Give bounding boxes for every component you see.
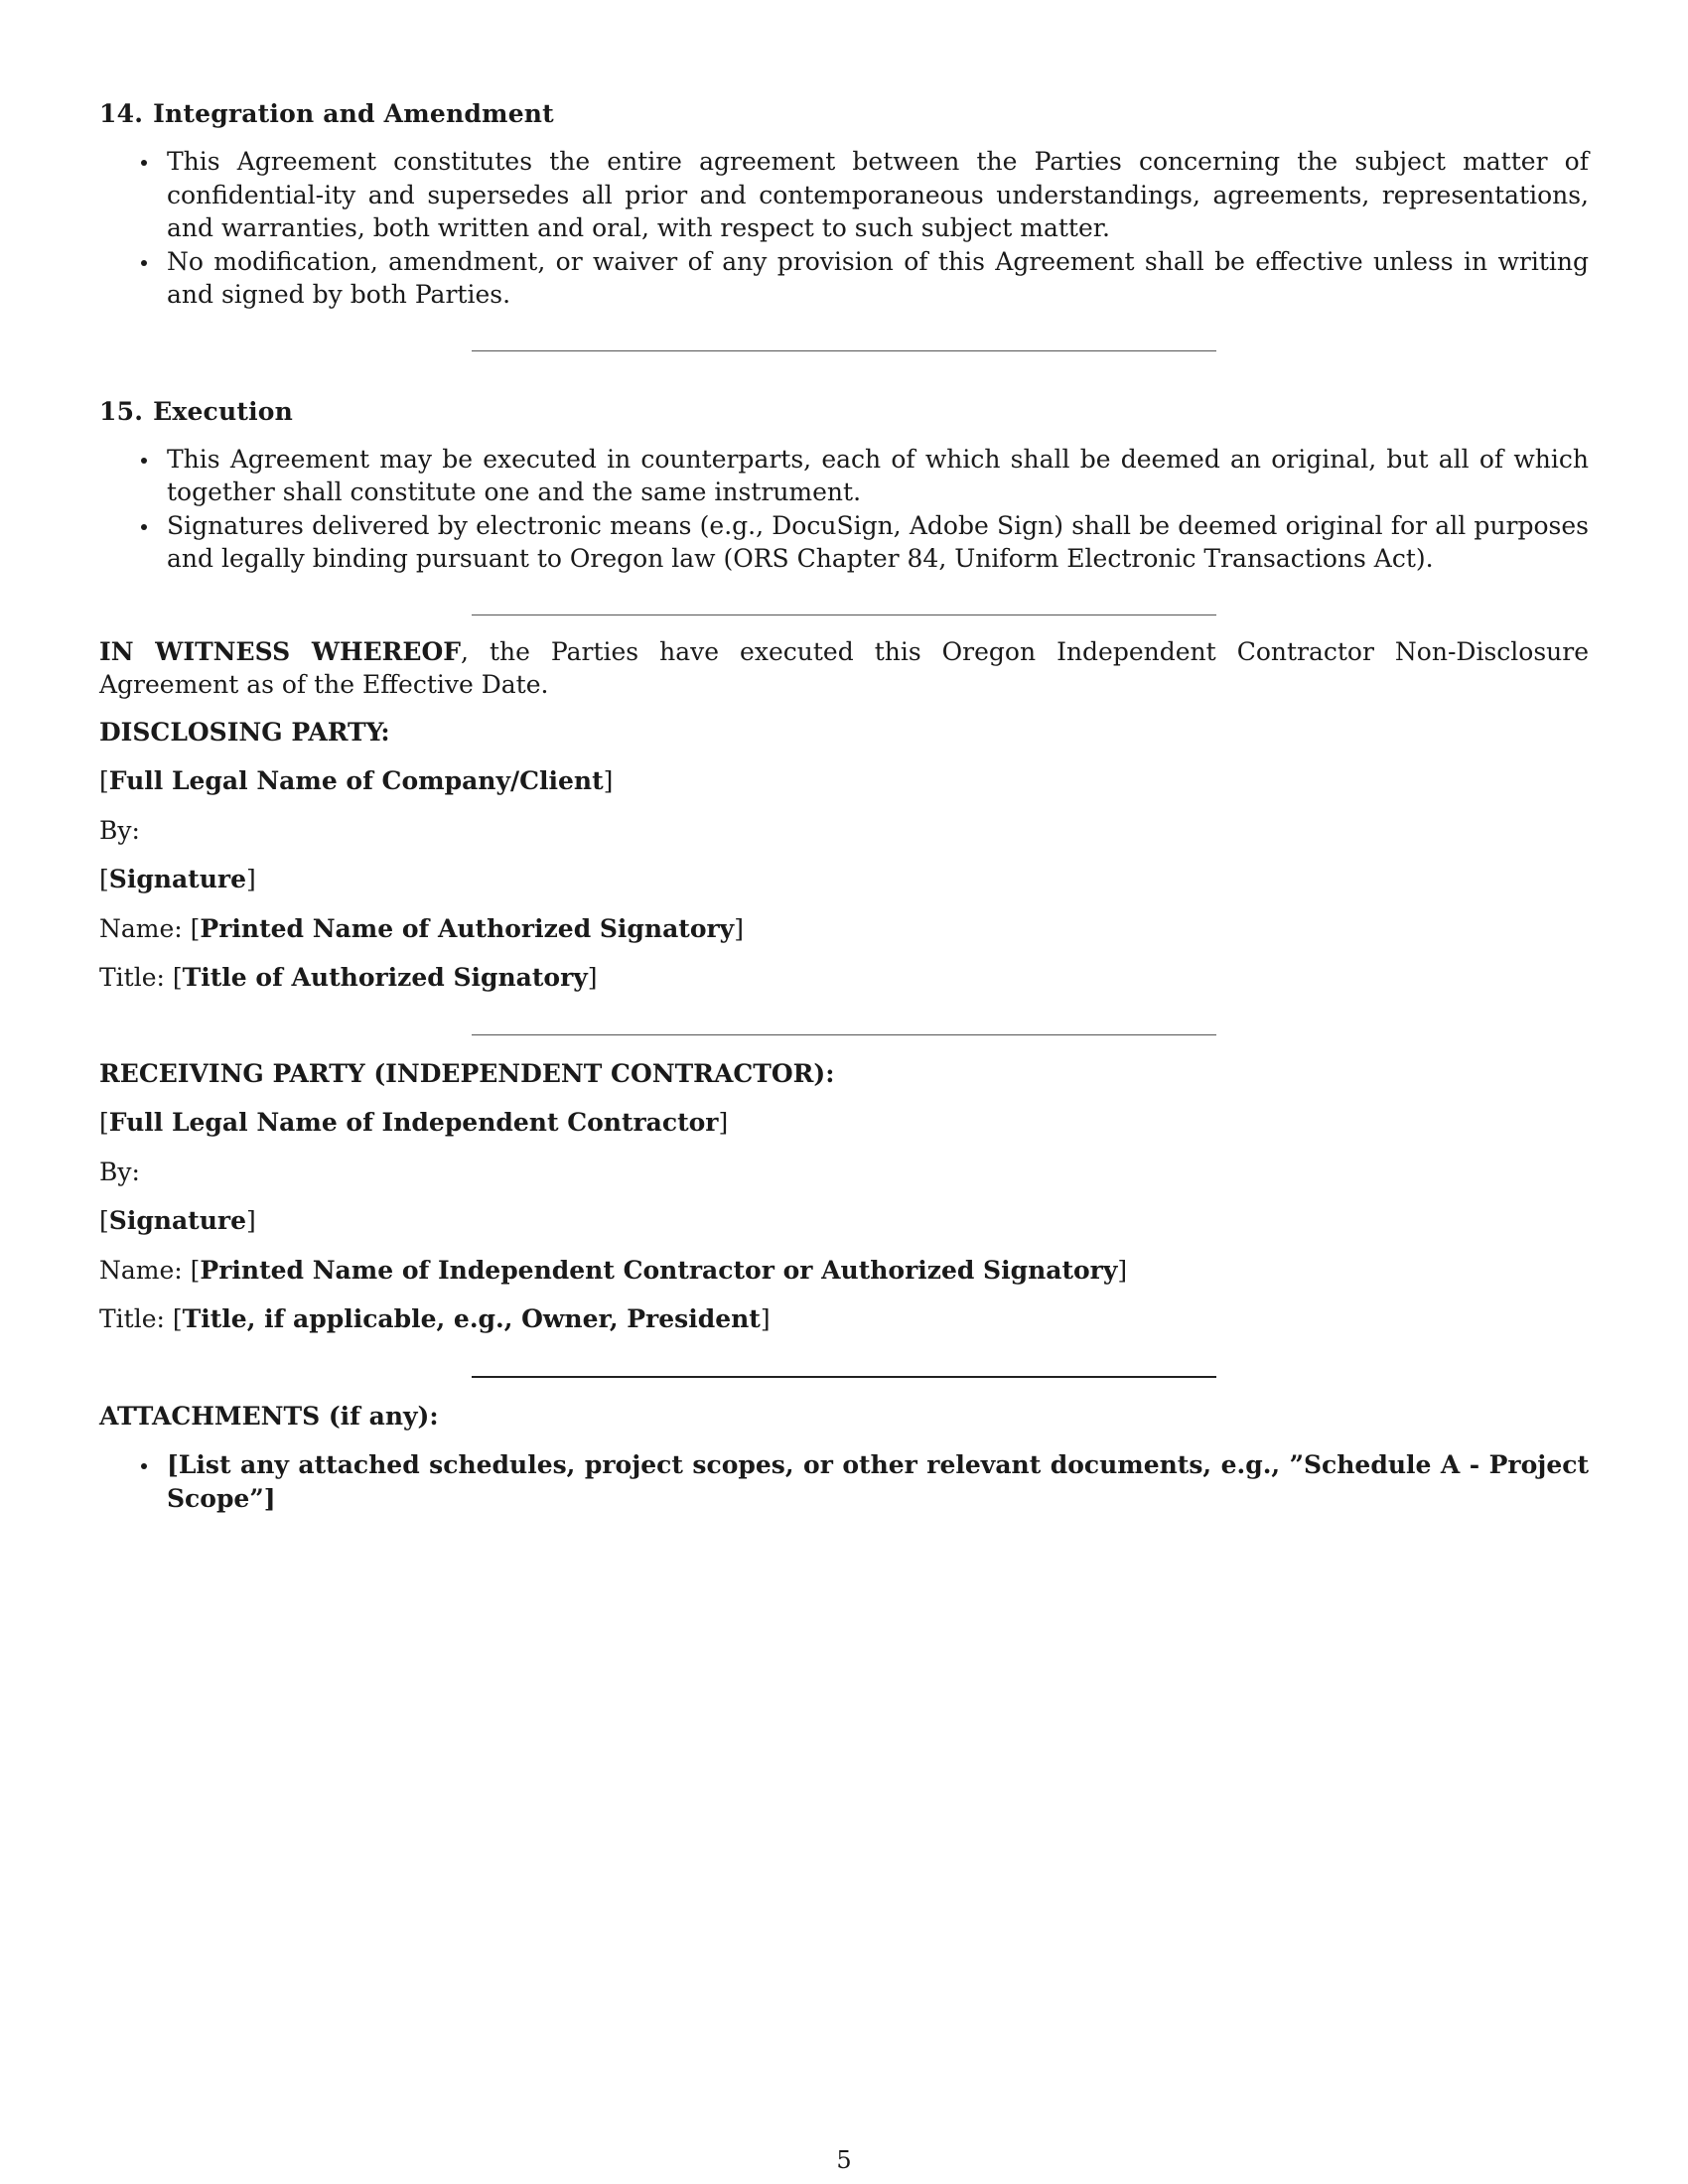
- list-item: This Agreement constitutes the entire agreement between the Parties concerning the subject matter of confidential-ity and supersedes all prior and contemporaneous understandings, agreements, representations, and warranties, both written and oral, with respect to such subject matter.: [167, 145, 1589, 245]
- title-label: Title:: [99, 1304, 165, 1333]
- disclosing-title-line: Title: [Title of Authorized Signatory]: [99, 963, 598, 992]
- receiving-legal-name: [Full Legal Name of Independent Contractor]: [99, 1108, 729, 1137]
- list-item: This Agreement may be executed in counterparts, each of which shall be deemed an original, but all of which together shall constitute one and the same instrument.: [167, 443, 1589, 509]
- section-15-list: [99, 443, 1589, 576]
- witness-clause: [99, 635, 1589, 702]
- section-14-list: [99, 145, 1589, 312]
- disclosing-party-heading: DISCLOSING PARTY:: [99, 717, 390, 747]
- title-placeholder: Title of Authorized Signatory: [182, 963, 588, 992]
- disclosing-name-line: Name: [Printed Name of Authorized Signatory]: [99, 913, 744, 943]
- title-placeholder: Title, if applicable, e.g., Owner, President: [182, 1304, 761, 1333]
- receiving-signature: [Signature]: [99, 1206, 256, 1235]
- section-divider: [472, 614, 1216, 615]
- disclosing-by-label: By:: [99, 815, 140, 845]
- receiving-name-line: Name: [Printed Name of Independent Contractor or Authorized Signatory]: [99, 1255, 1128, 1285]
- name-label: Name:: [99, 1255, 183, 1285]
- disclosing-signature: [Signature]: [99, 865, 256, 893]
- section-number: 14.: [99, 99, 144, 128]
- section-15-heading: [99, 395, 1589, 429]
- section-number: 15.: [99, 396, 144, 426]
- legal-name-placeholder: Full Legal Name of Company/Client: [108, 766, 604, 795]
- witness-text: , the Parties have executed this Oregon Independent Contractor Non-Disclosure Agreement as of the Effective Date.: [99, 636, 1589, 699]
- signature-placeholder: Signature: [108, 865, 246, 893]
- list-item: No modification, amendment, or waiver of any provision of this Agreement shall be effective unless in writing and signed by both Parties.: [167, 245, 1589, 312]
- section-title: Integration and Amendment: [153, 99, 554, 128]
- section-title: Execution: [153, 396, 294, 426]
- signature-placeholder: Signature: [108, 1206, 246, 1235]
- list-item: Signatures delivered by electronic means (e.g., DocuSign, Adobe Sign) shall be deemed original for all purposes and legally binding pursuant to Oregon law (ORS Chapter 84, Uniform Electronic Transactions Act).: [167, 509, 1589, 576]
- section-divider: [472, 1376, 1216, 1378]
- receiving-party-heading: RECEIVING PARTY (INDEPENDENT CONTRACTOR):: [99, 1058, 835, 1088]
- list-item: [List any attached schedules, project scopes, or other relevant documents, e.g., ”Schedule A - Project Scope”]: [167, 1448, 1589, 1515]
- name-placeholder: Printed Name of Authorized Signatory: [200, 913, 735, 943]
- legal-name-placeholder: Full Legal Name of Independent Contractor: [108, 1108, 719, 1137]
- receiving-title-line: Title: [Title, if applicable, e.g., Owner, President]: [99, 1304, 771, 1333]
- attachments-heading: ATTACHMENTS (if any):: [99, 1401, 439, 1431]
- name-label: Name:: [99, 913, 183, 943]
- page-number: 5: [836, 2146, 852, 2174]
- section-14-heading: [99, 97, 1589, 131]
- section-divider: [472, 350, 1216, 351]
- disclosing-legal-name: [Full Legal Name of Company/Client]: [99, 766, 614, 795]
- witness-lead: IN WITNESS WHEREOF: [99, 636, 462, 666]
- attachments-list: [99, 1448, 1589, 1515]
- document-page: [99, 97, 1589, 1515]
- name-placeholder: Printed Name of Independent Contractor or Authorized Signatory: [200, 1255, 1118, 1285]
- section-divider: [472, 1034, 1216, 1035]
- receiving-by-label: By:: [99, 1157, 140, 1186]
- title-label: Title:: [99, 963, 165, 992]
